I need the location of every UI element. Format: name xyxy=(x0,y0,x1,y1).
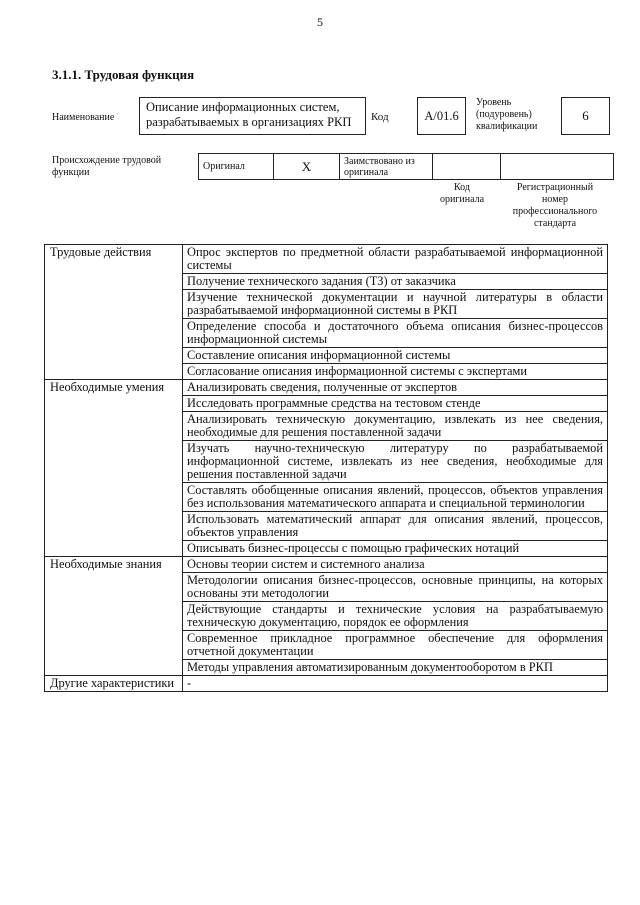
function-name-value: Описание информационных систем, разрабатываемых в организациях РКП xyxy=(139,97,366,135)
origin-label xyxy=(52,155,161,179)
item-cell: - xyxy=(183,676,608,692)
item-cell: Составление описания информационной системы xyxy=(183,348,608,364)
item-cell: Опрос экспертов по предметной области разрабатываемой информационной системы xyxy=(183,245,608,274)
reg-caption-line-2: номер xyxy=(542,194,568,205)
table-row xyxy=(45,245,608,274)
origin-label-line-1: Происхождение трудовой xyxy=(52,155,162,166)
item-cell: Изучать научно-техническую литературу по разрабатываемой информационной системе, извлекать из нее сведения, необходимые для решения поставленной задачи xyxy=(183,441,608,483)
item-cell: Определение способа и достаточного объема описания бизнес-процессов информационной системы xyxy=(183,319,608,348)
level-label-line-2: (подуровень) xyxy=(476,109,532,120)
item-cell: Анализировать сведения, полученные от экспертов xyxy=(183,380,608,396)
reg-caption-line-1: Регистрационный xyxy=(516,182,594,193)
origin-label-line-2: функции xyxy=(52,167,90,178)
code-value: A/01.6 xyxy=(417,97,466,135)
code-caption-line-2: оригинала xyxy=(439,194,485,205)
code-label: Код xyxy=(371,111,389,123)
qualification-level-label xyxy=(476,97,537,133)
original-code-cell xyxy=(433,154,501,180)
item-cell: Анализировать техническую документацию, извлекать из нее сведения, необходимые для решения поставленной задачи xyxy=(183,412,608,441)
section-title: 3.1.1. Трудовая функция xyxy=(52,67,195,82)
item-cell: Изучение технической документации и научной литературы в области разрабатываемой информационной системы в РКП xyxy=(183,290,608,319)
table-row xyxy=(45,557,608,573)
item-cell: Получение технического задания (ТЗ) от заказчика xyxy=(183,274,608,290)
category-cell: Другие характеристики xyxy=(45,676,183,692)
original-code-caption xyxy=(430,182,494,206)
borrowed-label xyxy=(340,154,433,180)
level-label-line-3: квалификации xyxy=(476,121,538,132)
item-cell: Методологии описания бизнес-процессов, основные принципы, на которых основаны эти методологии xyxy=(183,573,608,602)
reg-caption-line-3: профессионального xyxy=(512,206,598,217)
category-cell: Трудовые действия xyxy=(45,245,183,380)
name-label: Наименование xyxy=(52,112,115,123)
level-label-line-1: Уровень xyxy=(476,97,512,108)
table-row xyxy=(45,380,608,396)
origin-table xyxy=(198,153,614,180)
item-cell: Описывать бизнес-процессы с помощью графических нотаций xyxy=(183,541,608,557)
borrowed-label-line-2: оригинала xyxy=(344,166,389,178)
item-cell: Действующие стандарты и технические условия на разрабатываемую техническую документацию, порядок ее оформления xyxy=(183,602,608,631)
item-cell: Современное прикладное программное обеспечение для оформления отчетной документации xyxy=(183,631,608,660)
qualification-level-value: 6 xyxy=(561,97,610,135)
borrowed-label-line-1: Заимствовано из xyxy=(344,155,415,167)
item-cell: Методы управления автоматизированным документооборотом в РКП xyxy=(183,660,608,676)
item-cell: Основы теории систем и системного анализа xyxy=(183,557,608,573)
table-row xyxy=(45,676,608,692)
item-cell: Использовать математический аппарат для описания явлений, процессов, объектов управления xyxy=(183,512,608,541)
function-details-table xyxy=(44,244,608,692)
page-number: 5 xyxy=(317,15,323,29)
registration-number-caption xyxy=(500,182,610,230)
category-cell: Необходимые умения xyxy=(45,380,183,557)
registration-number-cell xyxy=(501,154,614,180)
item-cell: Согласование описания информационной системы с экспертами xyxy=(183,364,608,380)
original-mark: X xyxy=(274,154,340,180)
item-cell: Исследовать программные средства на тестовом стенде xyxy=(183,396,608,412)
original-label: Оригинал xyxy=(199,154,274,180)
item-cell: Составлять обобщенные описания явлений, процессов, объектов управления без использования математического аппарата и специальной терминологии xyxy=(183,483,608,512)
reg-caption-line-4: стандарта xyxy=(533,218,577,229)
code-caption-line-1: Код xyxy=(454,182,470,193)
category-cell: Необходимые знания xyxy=(45,557,183,676)
